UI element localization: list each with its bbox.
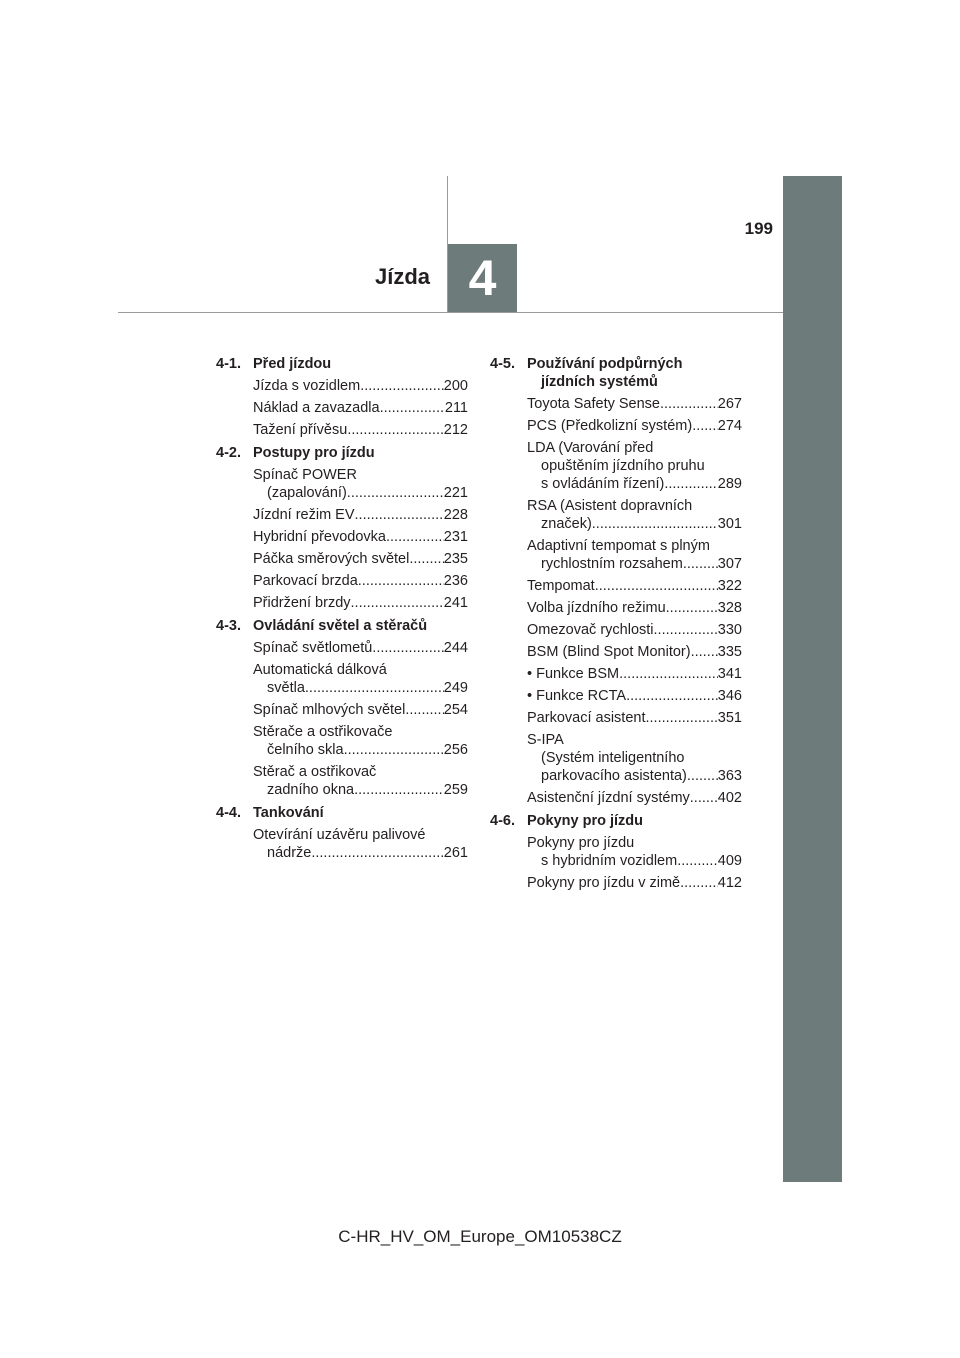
entry-leader-row bbox=[527, 709, 742, 727]
entry-leader-row bbox=[253, 639, 468, 657]
entry-title: Spínač světlometů bbox=[253, 640, 373, 656]
entry-page-number: 341 bbox=[717, 666, 742, 682]
toc-entry bbox=[527, 537, 742, 573]
dot-leader bbox=[619, 665, 718, 683]
entry-text-line: Pokyny pro jízdu bbox=[527, 835, 635, 851]
entry-title: • Funkce BSM bbox=[527, 666, 620, 682]
entry-title: Tempomat bbox=[527, 578, 595, 594]
entry-leader-row bbox=[527, 643, 742, 661]
dot-leader bbox=[683, 555, 718, 573]
entry-leader-row bbox=[253, 484, 468, 502]
entry-title: Tažení přívěsu bbox=[253, 422, 348, 438]
dot-leader bbox=[358, 572, 444, 590]
dot-leader bbox=[355, 506, 444, 524]
entry-text-line: Stěrače a ostřikovače bbox=[253, 724, 393, 740]
entry-title: rychlostním rozsahem bbox=[541, 556, 683, 572]
entry-leader-row bbox=[253, 594, 468, 612]
entry-title: zadního okna bbox=[267, 782, 355, 798]
entry-title: Omezovač rychlosti bbox=[527, 622, 654, 638]
page-number: 199 bbox=[744, 219, 773, 238]
entry-page-number: 267 bbox=[717, 396, 742, 412]
entry-leader-row bbox=[527, 395, 742, 413]
entry-text-line: Automatická dálková bbox=[253, 662, 387, 678]
section-title: Používání podpůrných jízdních systémů bbox=[527, 356, 683, 390]
entry-page-number: 322 bbox=[717, 578, 742, 594]
toc-entry bbox=[253, 572, 468, 590]
chapter-title: Jízda bbox=[374, 264, 430, 289]
dot-leader bbox=[409, 550, 443, 568]
chapter-number-box: 4 bbox=[448, 244, 517, 312]
entry-leader-row bbox=[253, 572, 468, 590]
entry-page-number: 330 bbox=[717, 622, 742, 638]
entry-title: Spínač mlhových světel bbox=[253, 702, 406, 718]
entry-title: Náklad a zavazadla bbox=[253, 400, 380, 416]
entry-leader-row bbox=[253, 679, 468, 697]
entry-text-line: Otevírání uzávěru palivové bbox=[253, 827, 426, 843]
toc-entry bbox=[527, 621, 742, 639]
toc-entry bbox=[253, 701, 468, 719]
entry-page-number: 412 bbox=[717, 875, 742, 891]
dot-leader bbox=[592, 515, 718, 533]
entry-leader-row bbox=[527, 475, 742, 493]
entry-title: Přidržení brzdy bbox=[253, 595, 351, 611]
entry-leader-row bbox=[253, 506, 468, 524]
entry-page-number: 259 bbox=[443, 782, 468, 798]
dot-leader bbox=[351, 594, 444, 612]
entry-title: čelního skla bbox=[267, 742, 344, 758]
section-title: Pokyny pro jízdu bbox=[527, 813, 644, 829]
entry-page-number: 256 bbox=[443, 742, 468, 758]
entry-title: Parkovací brzda bbox=[253, 573, 358, 589]
entry-leader-row bbox=[253, 377, 468, 395]
entry-leader-row bbox=[527, 621, 742, 639]
entry-text-line: Spínač POWER bbox=[253, 467, 357, 483]
section-heading bbox=[216, 444, 468, 462]
entry-page-number: 274 bbox=[717, 418, 742, 434]
toc-section bbox=[490, 355, 742, 807]
entry-page-number: 409 bbox=[717, 853, 742, 869]
entry-title: Pokyny pro jízdu v zimě bbox=[527, 875, 681, 891]
entry-leader-row bbox=[527, 687, 742, 705]
chapter-side-tab bbox=[783, 176, 842, 1182]
toc-entry bbox=[253, 550, 468, 568]
entry-page-number: 221 bbox=[443, 485, 468, 501]
toc-entry bbox=[527, 709, 742, 727]
entry-title: značek) bbox=[541, 516, 592, 532]
section-heading bbox=[490, 812, 742, 830]
toc-entry bbox=[253, 528, 468, 546]
dot-leader bbox=[347, 484, 444, 502]
toc-entry bbox=[253, 763, 468, 799]
dot-leader bbox=[347, 421, 443, 439]
entry-page-number: 254 bbox=[443, 702, 468, 718]
dot-leader bbox=[344, 741, 444, 759]
entry-title: Páčka směrových světel bbox=[253, 551, 410, 567]
entry-title: (zapalování) bbox=[267, 485, 347, 501]
entry-page-number: 351 bbox=[717, 710, 742, 726]
entry-page-number: 346 bbox=[717, 688, 742, 704]
entry-text-line: opuštěním jízdního pruhu bbox=[541, 458, 705, 474]
entry-title: s hybridním vozidlem bbox=[541, 853, 678, 869]
toc-entry bbox=[253, 399, 468, 417]
entry-title: Toyota Safety Sense bbox=[527, 396, 660, 412]
dot-leader bbox=[354, 781, 444, 799]
entry-page-number: 328 bbox=[717, 600, 742, 616]
entry-leader-row bbox=[253, 421, 468, 439]
section-number: 4-4. bbox=[216, 805, 241, 821]
toc-left-column bbox=[216, 355, 468, 867]
dot-leader bbox=[405, 701, 443, 719]
dot-leader bbox=[690, 789, 718, 807]
toc-entry bbox=[253, 826, 468, 862]
entry-leader-row bbox=[253, 741, 468, 759]
entry-text-line: LDA (Varování před bbox=[527, 440, 654, 456]
section-heading bbox=[216, 804, 468, 822]
entry-page-number: 402 bbox=[717, 790, 742, 806]
section-number: 4-1. bbox=[216, 356, 241, 372]
toc-section bbox=[216, 444, 468, 612]
toc-entry bbox=[253, 594, 468, 612]
entry-page-number: 249 bbox=[443, 680, 468, 696]
entry-text-line: (Systém inteligentního bbox=[541, 750, 685, 766]
section-number: 4-6. bbox=[490, 813, 515, 829]
entry-page-number: 261 bbox=[443, 845, 468, 861]
toc-section bbox=[216, 355, 468, 439]
toc-section bbox=[490, 812, 742, 892]
dot-leader bbox=[666, 599, 718, 617]
dot-leader bbox=[677, 852, 718, 870]
dot-leader bbox=[380, 399, 445, 417]
entry-leader-row bbox=[253, 844, 468, 862]
entry-title: Jízda s vozidlem bbox=[253, 378, 361, 394]
entry-leader-row bbox=[527, 852, 742, 870]
toc-entry bbox=[527, 577, 742, 595]
section-heading bbox=[216, 355, 468, 373]
toc-entry bbox=[253, 377, 468, 395]
toc-entry bbox=[527, 599, 742, 617]
dot-leader bbox=[660, 395, 718, 413]
toc-entry bbox=[527, 874, 742, 892]
section-title: Tankování bbox=[253, 805, 324, 821]
entry-leader-row bbox=[527, 577, 742, 595]
toc-entry bbox=[253, 506, 468, 524]
toc-entry bbox=[527, 497, 742, 533]
entry-page-number: 307 bbox=[717, 556, 742, 572]
entry-page-number: 335 bbox=[717, 644, 742, 660]
dot-leader bbox=[692, 417, 718, 435]
entry-leader-row bbox=[527, 417, 742, 435]
entry-page-number: 200 bbox=[443, 378, 468, 394]
dot-leader bbox=[664, 475, 717, 493]
entry-page-number: 289 bbox=[717, 476, 742, 492]
dot-leader bbox=[386, 528, 444, 546]
toc-entry bbox=[527, 417, 742, 435]
entry-page-number: 301 bbox=[717, 516, 742, 532]
toc-section bbox=[216, 804, 468, 862]
entry-leader-row bbox=[527, 789, 742, 807]
dot-leader bbox=[305, 679, 444, 697]
toc-entry bbox=[253, 661, 468, 697]
entry-leader-row bbox=[527, 515, 742, 533]
section-number: 4-5. bbox=[490, 356, 515, 372]
entry-title: Hybridní převodovka bbox=[253, 529, 386, 545]
entry-title: • Funkce RCTA bbox=[527, 688, 627, 704]
entry-text-line: Adaptivní tempomat s plným bbox=[527, 538, 710, 554]
entry-title: parkovacího asistenta) bbox=[541, 768, 687, 784]
toc-entry bbox=[527, 687, 742, 705]
toc-entry bbox=[527, 395, 742, 413]
entry-text-line: RSA (Asistent dopravních bbox=[527, 498, 693, 514]
entry-leader-row bbox=[253, 399, 468, 417]
toc-entry bbox=[253, 421, 468, 439]
entry-title: nádrže bbox=[267, 845, 312, 861]
entry-leader-row bbox=[253, 701, 468, 719]
entry-leader-row bbox=[253, 781, 468, 799]
dot-leader bbox=[691, 643, 718, 661]
toc-right-column bbox=[490, 355, 742, 897]
document-id-footer: C-HR_HV_OM_Europe_OM10538CZ bbox=[338, 1227, 622, 1246]
section-title: Postupy pro jízdu bbox=[253, 445, 375, 461]
toc-entry bbox=[253, 723, 468, 759]
dot-leader bbox=[360, 377, 444, 395]
toc-entry bbox=[527, 834, 742, 870]
dot-leader bbox=[311, 844, 443, 862]
entry-title: Volba jízdního režimu bbox=[527, 600, 666, 616]
section-number: 4-2. bbox=[216, 445, 241, 461]
entry-leader-row bbox=[527, 599, 742, 617]
entry-title: s ovládáním řízení) bbox=[541, 476, 665, 492]
entry-page-number: 212 bbox=[443, 422, 468, 438]
toc-entry bbox=[527, 643, 742, 661]
entry-leader-row bbox=[527, 767, 742, 785]
header-horizontal-rule bbox=[118, 312, 783, 313]
dot-leader bbox=[595, 577, 718, 595]
toc-entry bbox=[527, 789, 742, 807]
section-heading bbox=[216, 617, 468, 635]
dot-leader bbox=[687, 767, 718, 785]
toc-entry bbox=[527, 439, 742, 493]
dot-leader bbox=[645, 709, 717, 727]
section-title: Ovládání světel a stěračů bbox=[253, 618, 428, 634]
entry-page-number: 244 bbox=[443, 640, 468, 656]
dot-leader bbox=[654, 621, 718, 639]
entry-title: BSM (Blind Spot Monitor) bbox=[527, 644, 691, 660]
entry-leader-row bbox=[527, 874, 742, 892]
entry-leader-row bbox=[253, 550, 468, 568]
entry-page-number: 235 bbox=[443, 551, 468, 567]
entry-page-number: 363 bbox=[717, 768, 742, 784]
entry-leader-row bbox=[527, 555, 742, 573]
toc-section bbox=[216, 617, 468, 799]
section-number: 4-3. bbox=[216, 618, 241, 634]
toc-entry bbox=[253, 639, 468, 657]
entry-page-number: 241 bbox=[443, 595, 468, 611]
toc-entry bbox=[527, 665, 742, 683]
toc-entry bbox=[527, 731, 742, 785]
entry-title: PCS (Předkolizní systém) bbox=[527, 418, 693, 434]
entry-page-number: 231 bbox=[443, 529, 468, 545]
entry-text-line: Stěrač a ostřikovač bbox=[253, 764, 377, 780]
dot-leader bbox=[680, 874, 718, 892]
section-title: Před jízdou bbox=[253, 356, 332, 372]
entry-title: Jízdní režim EV bbox=[253, 507, 355, 523]
entry-leader-row bbox=[527, 665, 742, 683]
entry-page-number: 211 bbox=[444, 400, 468, 416]
entry-page-number: 236 bbox=[443, 573, 468, 589]
entry-leader-row bbox=[253, 528, 468, 546]
section-heading bbox=[490, 355, 742, 391]
dot-leader bbox=[372, 639, 444, 657]
entry-title: Parkovací asistent bbox=[527, 710, 646, 726]
dot-leader bbox=[626, 687, 718, 705]
entry-title: světla bbox=[267, 680, 305, 696]
entry-text-line: S-IPA bbox=[527, 732, 564, 748]
entry-title: Asistenční jízdní systémy bbox=[527, 790, 690, 806]
entry-page-number: 228 bbox=[443, 507, 468, 523]
toc-entry bbox=[253, 466, 468, 502]
